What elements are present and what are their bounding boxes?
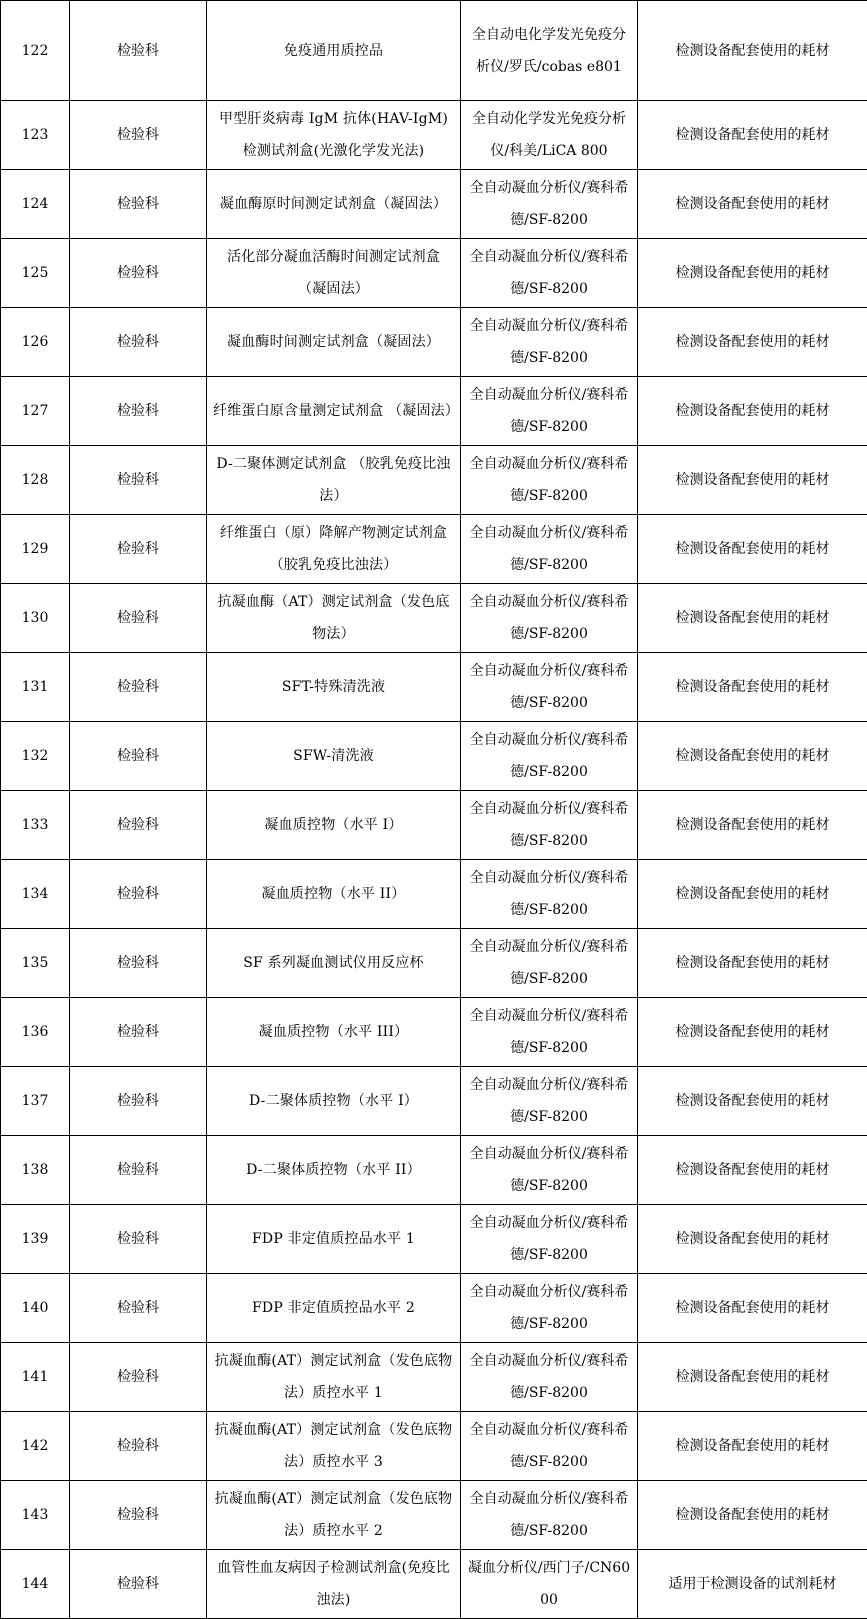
usage: 检测设备配套使用的耗材 [638,1067,867,1136]
table-row [1,515,867,584]
device: 全自动凝血分析仪/赛科希德/SF-8200 [461,308,638,377]
department: 检验科 [70,860,207,929]
device: 全自动凝血分析仪/赛科希德/SF-8200 [461,860,638,929]
device: 全自动凝血分析仪/赛科希德/SF-8200 [461,377,638,446]
table-row [1,1550,867,1619]
department: 检验科 [70,1550,207,1619]
row-number: 142 [1,1412,70,1481]
department: 检验科 [70,1,207,101]
usage: 检测设备配套使用的耗材 [638,653,867,722]
usage: 检测设备配套使用的耗材 [638,1,867,101]
department: 检验科 [70,101,207,170]
device: 全自动凝血分析仪/赛科希德/SF-8200 [461,1343,638,1412]
table-row [1,1343,867,1412]
usage: 检测设备配套使用的耗材 [638,1136,867,1205]
table-row [1,1067,867,1136]
department: 检验科 [70,1274,207,1343]
table-row [1,239,867,308]
usage: 检测设备配套使用的耗材 [638,929,867,998]
table-row [1,929,867,998]
usage: 检测设备配套使用的耗材 [638,584,867,653]
usage: 检测设备配套使用的耗材 [638,1481,867,1550]
device: 全自动凝血分析仪/赛科希德/SF-8200 [461,1205,638,1274]
table-row [1,101,867,170]
usage: 检测设备配套使用的耗材 [638,791,867,860]
usage: 检测设备配套使用的耗材 [638,308,867,377]
row-number: 128 [1,446,70,515]
usage: 检测设备配套使用的耗材 [638,722,867,791]
device: 全自动凝血分析仪/赛科希德/SF-8200 [461,515,638,584]
usage: 检测设备配套使用的耗材 [638,515,867,584]
row-number: 132 [1,722,70,791]
department: 检验科 [70,1343,207,1412]
device: 全自动凝血分析仪/赛科希德/SF-8200 [461,446,638,515]
table-row [1,1,867,101]
row-number: 134 [1,860,70,929]
department: 检验科 [70,515,207,584]
usage: 检测设备配套使用的耗材 [638,998,867,1067]
row-number: 127 [1,377,70,446]
row-number: 129 [1,515,70,584]
table-row [1,1274,867,1343]
table-row [1,584,867,653]
device: 全自动凝血分析仪/赛科希德/SF-8200 [461,653,638,722]
item-name: SFT-特殊清洗液 [207,653,461,722]
row-number: 137 [1,1067,70,1136]
row-number: 131 [1,653,70,722]
table-row [1,1412,867,1481]
row-number: 143 [1,1481,70,1550]
department: 检验科 [70,239,207,308]
item-name: 甲型肝炎病毒 IgM 抗体(HAV-IgM)检测试剂盒(光激化学发光法) [207,101,461,170]
department: 检验科 [70,653,207,722]
usage: 检测设备配套使用的耗材 [638,1343,867,1412]
table-row [1,998,867,1067]
department: 检验科 [70,377,207,446]
department: 检验科 [70,584,207,653]
department: 检验科 [70,1067,207,1136]
row-number: 136 [1,998,70,1067]
row-number: 125 [1,239,70,308]
item-name: 凝血质控物（水平 II） [207,860,461,929]
item-name: 抗凝血酶(AT）测定试剂盒（发色底物法）质控水平 1 [207,1343,461,1412]
usage: 检测设备配套使用的耗材 [638,377,867,446]
usage: 检测设备配套使用的耗材 [638,1412,867,1481]
item-name: 血管性血友病因子检测试剂盒(免疫比浊法) [207,1550,461,1619]
item-name: 抗凝血酶(AT）测定试剂盒（发色底物法）质控水平 2 [207,1481,461,1550]
device: 全自动凝血分析仪/赛科希德/SF-8200 [461,1136,638,1205]
department: 检验科 [70,308,207,377]
usage: 检测设备配套使用的耗材 [638,239,867,308]
table-row [1,722,867,791]
device: 凝血分析仪/西门子/CN6000 [461,1550,638,1619]
device: 全自动电化学发光免疫分析仪/罗氏/cobas e801 [461,1,638,101]
table-row [1,308,867,377]
usage: 检测设备配套使用的耗材 [638,860,867,929]
item-name: 抗凝血酶(AT）测定试剂盒（发色底物法）质控水平 3 [207,1412,461,1481]
row-number: 130 [1,584,70,653]
table-row [1,791,867,860]
department: 检验科 [70,446,207,515]
usage: 检测设备配套使用的耗材 [638,446,867,515]
row-number: 135 [1,929,70,998]
row-number: 138 [1,1136,70,1205]
row-number: 140 [1,1274,70,1343]
item-name: 免疫通用质控品 [207,1,461,101]
row-number: 133 [1,791,70,860]
device: 全自动凝血分析仪/赛科希德/SF-8200 [461,1412,638,1481]
table-row [1,446,867,515]
item-name: FDP 非定值质控品水平 2 [207,1274,461,1343]
table-row [1,377,867,446]
item-name: SF 系列凝血测试仪用反应杯 [207,929,461,998]
device: 全自动凝血分析仪/赛科希德/SF-8200 [461,584,638,653]
item-name: FDP 非定值质控品水平 1 [207,1205,461,1274]
department: 检验科 [70,722,207,791]
item-name: 凝血酶时间测定试剂盒（凝固法） [207,308,461,377]
item-name: 抗凝血酶（AT）测定试剂盒（发色底物法） [207,584,461,653]
department: 检验科 [70,170,207,239]
usage: 检测设备配套使用的耗材 [638,1205,867,1274]
device: 全自动凝血分析仪/赛科希德/SF-8200 [461,722,638,791]
item-name: D-二聚体质控物（水平 I） [207,1067,461,1136]
item-name: 凝血质控物（水平 I） [207,791,461,860]
device: 全自动凝血分析仪/赛科希德/SF-8200 [461,1481,638,1550]
item-name: D-二聚体测定试剂盒 （胶乳免疫比浊法） [207,446,461,515]
table-row [1,1205,867,1274]
usage: 检测设备配套使用的耗材 [638,101,867,170]
device: 全自动凝血分析仪/赛科希德/SF-8200 [461,1274,638,1343]
department: 检验科 [70,1481,207,1550]
department: 检验科 [70,1205,207,1274]
row-number: 139 [1,1205,70,1274]
table-row [1,170,867,239]
device: 全自动凝血分析仪/赛科希德/SF-8200 [461,929,638,998]
table-row [1,860,867,929]
department: 检验科 [70,791,207,860]
row-number: 124 [1,170,70,239]
row-number: 126 [1,308,70,377]
device: 全自动凝血分析仪/赛科希德/SF-8200 [461,170,638,239]
item-name: 活化部分凝血活酶时间测定试剂盒（凝固法） [207,239,461,308]
row-number: 141 [1,1343,70,1412]
department: 检验科 [70,998,207,1067]
usage: 适用于检测设备的试剂耗材 [638,1550,867,1619]
item-name: 凝血质控物（水平 III） [207,998,461,1067]
row-number: 123 [1,101,70,170]
device: 全自动凝血分析仪/赛科希德/SF-8200 [461,239,638,308]
item-name: 纤维蛋白（原）降解产物测定试剂盒 （胶乳免疫比浊法） [207,515,461,584]
table-row [1,1481,867,1550]
consumables-table-body [1,1,867,1619]
table-row [1,653,867,722]
device: 全自动凝血分析仪/赛科希德/SF-8200 [461,1067,638,1136]
row-number: 144 [1,1550,70,1619]
row-number: 122 [1,1,70,101]
usage: 检测设备配套使用的耗材 [638,1274,867,1343]
device: 全自动凝血分析仪/赛科希德/SF-8200 [461,791,638,860]
device: 全自动凝血分析仪/赛科希德/SF-8200 [461,998,638,1067]
table-row [1,1136,867,1205]
item-name: D-二聚体质控物（水平 II） [207,1136,461,1205]
item-name: 纤维蛋白原含量测定试剂盒 （凝固法） [207,377,461,446]
usage: 检测设备配套使用的耗材 [638,170,867,239]
department: 检验科 [70,1136,207,1205]
item-name: 凝血酶原时间测定试剂盒（凝固法） [207,170,461,239]
device: 全自动化学发光免疫分析仪/科美/LiCA 800 [461,101,638,170]
department: 检验科 [70,1412,207,1481]
department: 检验科 [70,929,207,998]
item-name: SFW-清洗液 [207,722,461,791]
